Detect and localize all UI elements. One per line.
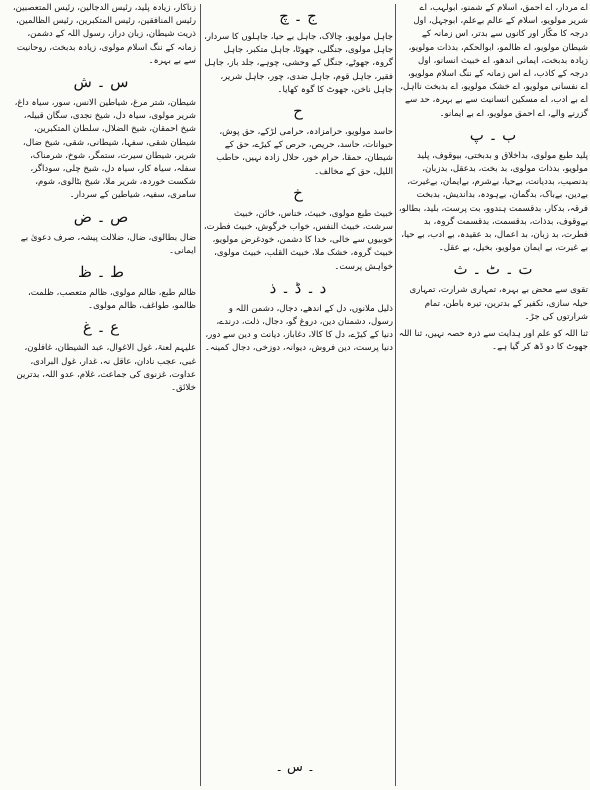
section-heading: ب ۔ پ	[469, 125, 517, 144]
left-column	[6, 2, 196, 788]
text-paragraph: زناکار، زیادہ پلید، رئیس الدجالین، رئیس المتعصبین، رئیس المنافقین، رئیس المتکبرین، رئیس الظالمین، ذریت شیطان، زبان دراز، رسول اللہ کے دشمن، زمانہ کے ننگ اسلام مولوی، زیادہ بدبخت، روحانیت سے بے بہرہ۔	[12, 3, 196, 66]
column-divider	[200, 4, 201, 786]
section-heading: ع ۔ غ	[82, 318, 120, 337]
text-paragraph: حاسد مولویو، حرامزادہ، حرامی لڑکے، حق پوش، حیوانات، حاسد، حریص، حرص کے کیڑے، حق کے شیطان، حمقا، حرام خور، حلال زادہ نہیں، حاطب اللیل، حق کے مخالف۔	[216, 127, 393, 177]
text-paragraph: ذلیل ملانوں، دل کے اندھے، دجال، دشمن اللہ و رسول، دشمنان دین، دروغ گو، دجال، ذلت، درندے، دنیا کے کیڑے، دل کا کالا، دغاباز، دیانت و دین سے دور، دنیا پرست، دین فروش، دیوانہ، دوزخی، دجال کمینہ۔	[204, 303, 393, 354]
text-paragraph: پلید طبع مولوی، بداخلاق و بدبختی، بیوقوف، پلید مولویو، بدذات مولوی، بد بخت، بدعقل، بدزبان، بدنصیب، بددیانت، بےحیا، بےشرم، بےایمان، بےغیرت، بےدین، بےباک، بدگمان، بےہودہ، بداندیش، بدبخت فرقہ، بدکار، بدقسمت ہندوو، بت پرست، بلید، بطالو، بےوقوف، بدذات، بدقسمت، بدقسمت گروہ، بد فطرت، بد زبان، بد اعمال، بد عقیدہ، بے ادب، بے حیا، بے غیرت، بے ایمان مولویو، بخیل، بے عقل۔	[398, 150, 588, 254]
footer-mark: ۔ س ۔	[275, 760, 315, 775]
text-paragraph: ضال بطالوی، ضال، ضلالت پیشہ، صرف دعویٰ بے ایمانی۔	[20, 232, 196, 256]
section-heading: س ۔ ش	[73, 73, 129, 92]
section-heading: ج ۔ چ	[279, 7, 317, 25]
text-paragraph: جاہل مولویو، چالاک، جاہل بے حیا، جاہلوں کا سردار، جاہل مولوی، جنگلی، جھوٹا، جاہل متکبر، جاہل گروہ، جھوٹے، جنگل کے وحشی، چوہے، جلد باز، جاہل فقیر، جاہل قوم، جاہل ضدی، چور، جاہل شریر، جاہل ناخن، جھوٹ کا گوہ کھایا۔	[204, 32, 393, 95]
text-paragraph: ظالم طبع، ظالم مولوی، ظالم متعصب، ظلمت، ظالمو، طواغف، ظالم مولوی۔	[27, 288, 196, 312]
text-paragraph: تقوی سے محض بے بہرہ، تمہاری شرارت، تمہاری حیلہ سازی، تکفیر کے بدترین، تیرہ باطن، تمام شرارتوں کی جڑ۔	[409, 285, 588, 322]
section-heading: ح	[293, 102, 303, 121]
text-paragraph: اے مردار، اے احمق، اسلام کے شمنو، ابولہب، اے شریر مولویو، اسلام کے عالم بےعلم، ابوجہل، اول درجہ کا مکّار اور کانوں سے بدتر، اس زمانہ کے شیطان مولویو، اے ظالمو، ابوالحکم، بدذات مولویو، زیادہ بدبخت، ایمانی اندھو، اے خبیث انسانو، اول درجہ کے کاذب، اے اس زمانہ کے ننگ اسلام مولویو، اے نفسانی مولویو، اے خشک مولویو، اے بدبخت نااہل، اے بے ادب، اے مسکین انسانیت سے بے بہرہ، حد سے گزرنے والے، اے احمق مولویو، اے بے ایمانو۔	[400, 3, 588, 119]
text-paragraph: علیہم لعنۃ، غول الاغوال، عبد الشیطان، غافلون، غبی، عجب نادان، عاقل نہ، غدار، غول البرادی، عداوت، غزنوی کی جماعت، غلام، عدو اللہ، بدترین خلائق۔	[16, 343, 196, 394]
text-paragraph: خبیث طبع مولوی، خبیث، خناس، خائن، خبیث سرشت، خبیث النفس، خواب خرگوش، خبیث فطرت، خوبیوں سے خالی، خدا کا دشمن، خودغرض مولویو، خبیث گروہ، خشک ملا، خبیث القلب، خبیث مولوی، خواہش پرست۔	[203, 208, 393, 272]
text-paragraph: شیطان، شتر مرغ، شیاطین الانس، سور، سیاہ داغ، شریر مولوی، سیاہ دل، شیخ نجدی، سگان قبیلہ، شیخ احمقان، شیخ الضلال، سلطان المتکبرین، شیطان شقی، سفہا، شیطانی، شقی، شیخ ضال، شریر، شیطان سیرت، ستمگر، شوخ، شرمناک، سفلہ، سیاہ کار، سیاہ دل، شیخ چلی، سوداگر، شکست خوردہ، شریر ملا، شیخ بٹالوی، شوم، سامری، سفیہ، شیاطین کے سردار۔	[14, 98, 196, 201]
section-heading: ص ۔ ض	[73, 207, 129, 226]
right-column	[398, 2, 588, 788]
section-heading: خ	[293, 183, 303, 202]
text-paragraph: ثنا اللہ کو علم اور ہدایت سے ذرہ حصہ نہیں، ثنا اللہ جھوٹ کا دو ڈھ کر گیا ہے۔	[398, 329, 588, 353]
middle-column	[203, 2, 393, 788]
section-heading: ط ۔ ظ	[77, 263, 125, 282]
section-heading: د ۔ ڈ ۔ ذ	[269, 278, 327, 297]
section-heading: ت ۔ ٹ ۔ ث	[453, 260, 533, 279]
column-divider	[395, 4, 396, 786]
